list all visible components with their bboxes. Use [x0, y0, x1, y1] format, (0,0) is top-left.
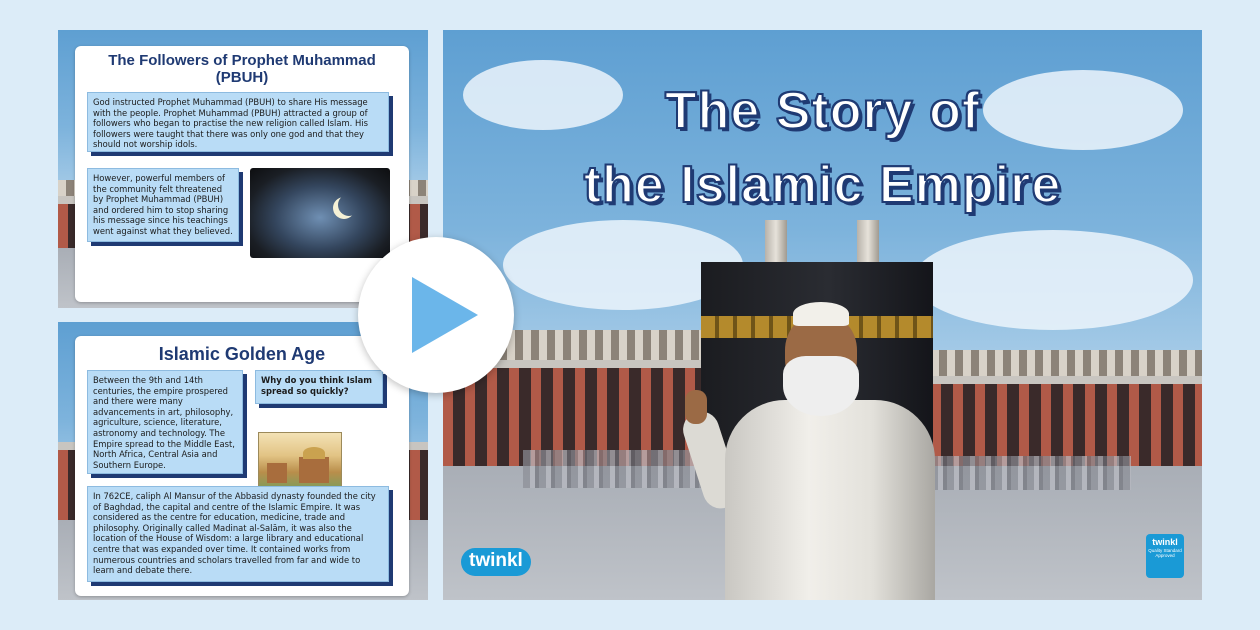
slide-title: Islamic Golden Age	[158, 344, 326, 364]
man-cap	[793, 302, 849, 326]
man-beard	[783, 356, 859, 416]
badge-line-2: Approved	[1155, 553, 1175, 558]
paragraph: However, powerful members of the community felt threatened by Prophet Muhammad (PBUH) and ordered him to stop sharing his message since his teachings went against what they believed.	[93, 173, 233, 236]
main-slide-preview[interactable]	[443, 30, 1202, 600]
cloud	[913, 230, 1193, 330]
question-text: Why do you think Islam spread so quickly?	[261, 375, 372, 396]
slide-card	[75, 336, 409, 596]
text-box	[87, 168, 239, 242]
crescent-moon-icon	[338, 194, 360, 216]
quality-standard-badge	[1146, 534, 1184, 578]
paragraph: Between the 9th and 14th centuries, the empire prospered and there were many advancements in art, philosophy, agriculture, science, literature, astronomy and technology. The Empire spread to the Middle East, North Africa, Central Asia and Southern Europe.	[93, 375, 235, 470]
man-robe	[725, 400, 935, 600]
man-hand	[685, 390, 707, 424]
badge-line-1: Quality Standard	[1148, 548, 1182, 553]
slide-card	[75, 46, 409, 302]
cave-moon-illustration	[250, 168, 390, 258]
text-box	[87, 92, 389, 152]
question-box	[255, 370, 383, 404]
text-box	[87, 370, 243, 474]
pilgrim-crowd	[523, 450, 703, 488]
main-title-line-2: the Islamic Empire	[583, 156, 1062, 214]
badge-name: twinkl	[1152, 537, 1178, 547]
play-button[interactable]	[358, 237, 514, 393]
twinkl-logo: twinkl	[461, 548, 531, 576]
paragraph: God instructed Prophet Muhammad (PBUH) to share His message with the people. Prophet Muhammad (PBUH) attracted a group of followers who began to practise the new religion called Islam. His followers were taught that there was only one god and that they should not worship idols.	[93, 97, 368, 150]
slide-thumbnail-2[interactable]	[58, 322, 428, 600]
slide-thumbnail-1[interactable]	[58, 30, 428, 308]
main-title-line-1: The Story of	[664, 82, 981, 140]
slide-title: The Followers of Prophet Muhammad (PBUH)	[108, 52, 376, 86]
play-icon	[412, 277, 478, 353]
pilgrim-crowd	[931, 456, 1131, 490]
text-box	[87, 486, 389, 582]
baghdad-city-illustration	[258, 432, 342, 490]
paragraph: In 762CE, caliph Al Mansur of the Abbasid dynasty founded the city of Baghdad, the capital and centre of the Islamic Empire. It was considered as the centre for education, medicine, trade and philosophy. Originally called Madinat al-Salām, it was also the location of the House of Wisdom: a large library and educational centre that was expanded over time. It contained works from numerous countries and scholars travelled from far and wide to learn and debate there.	[93, 491, 376, 576]
